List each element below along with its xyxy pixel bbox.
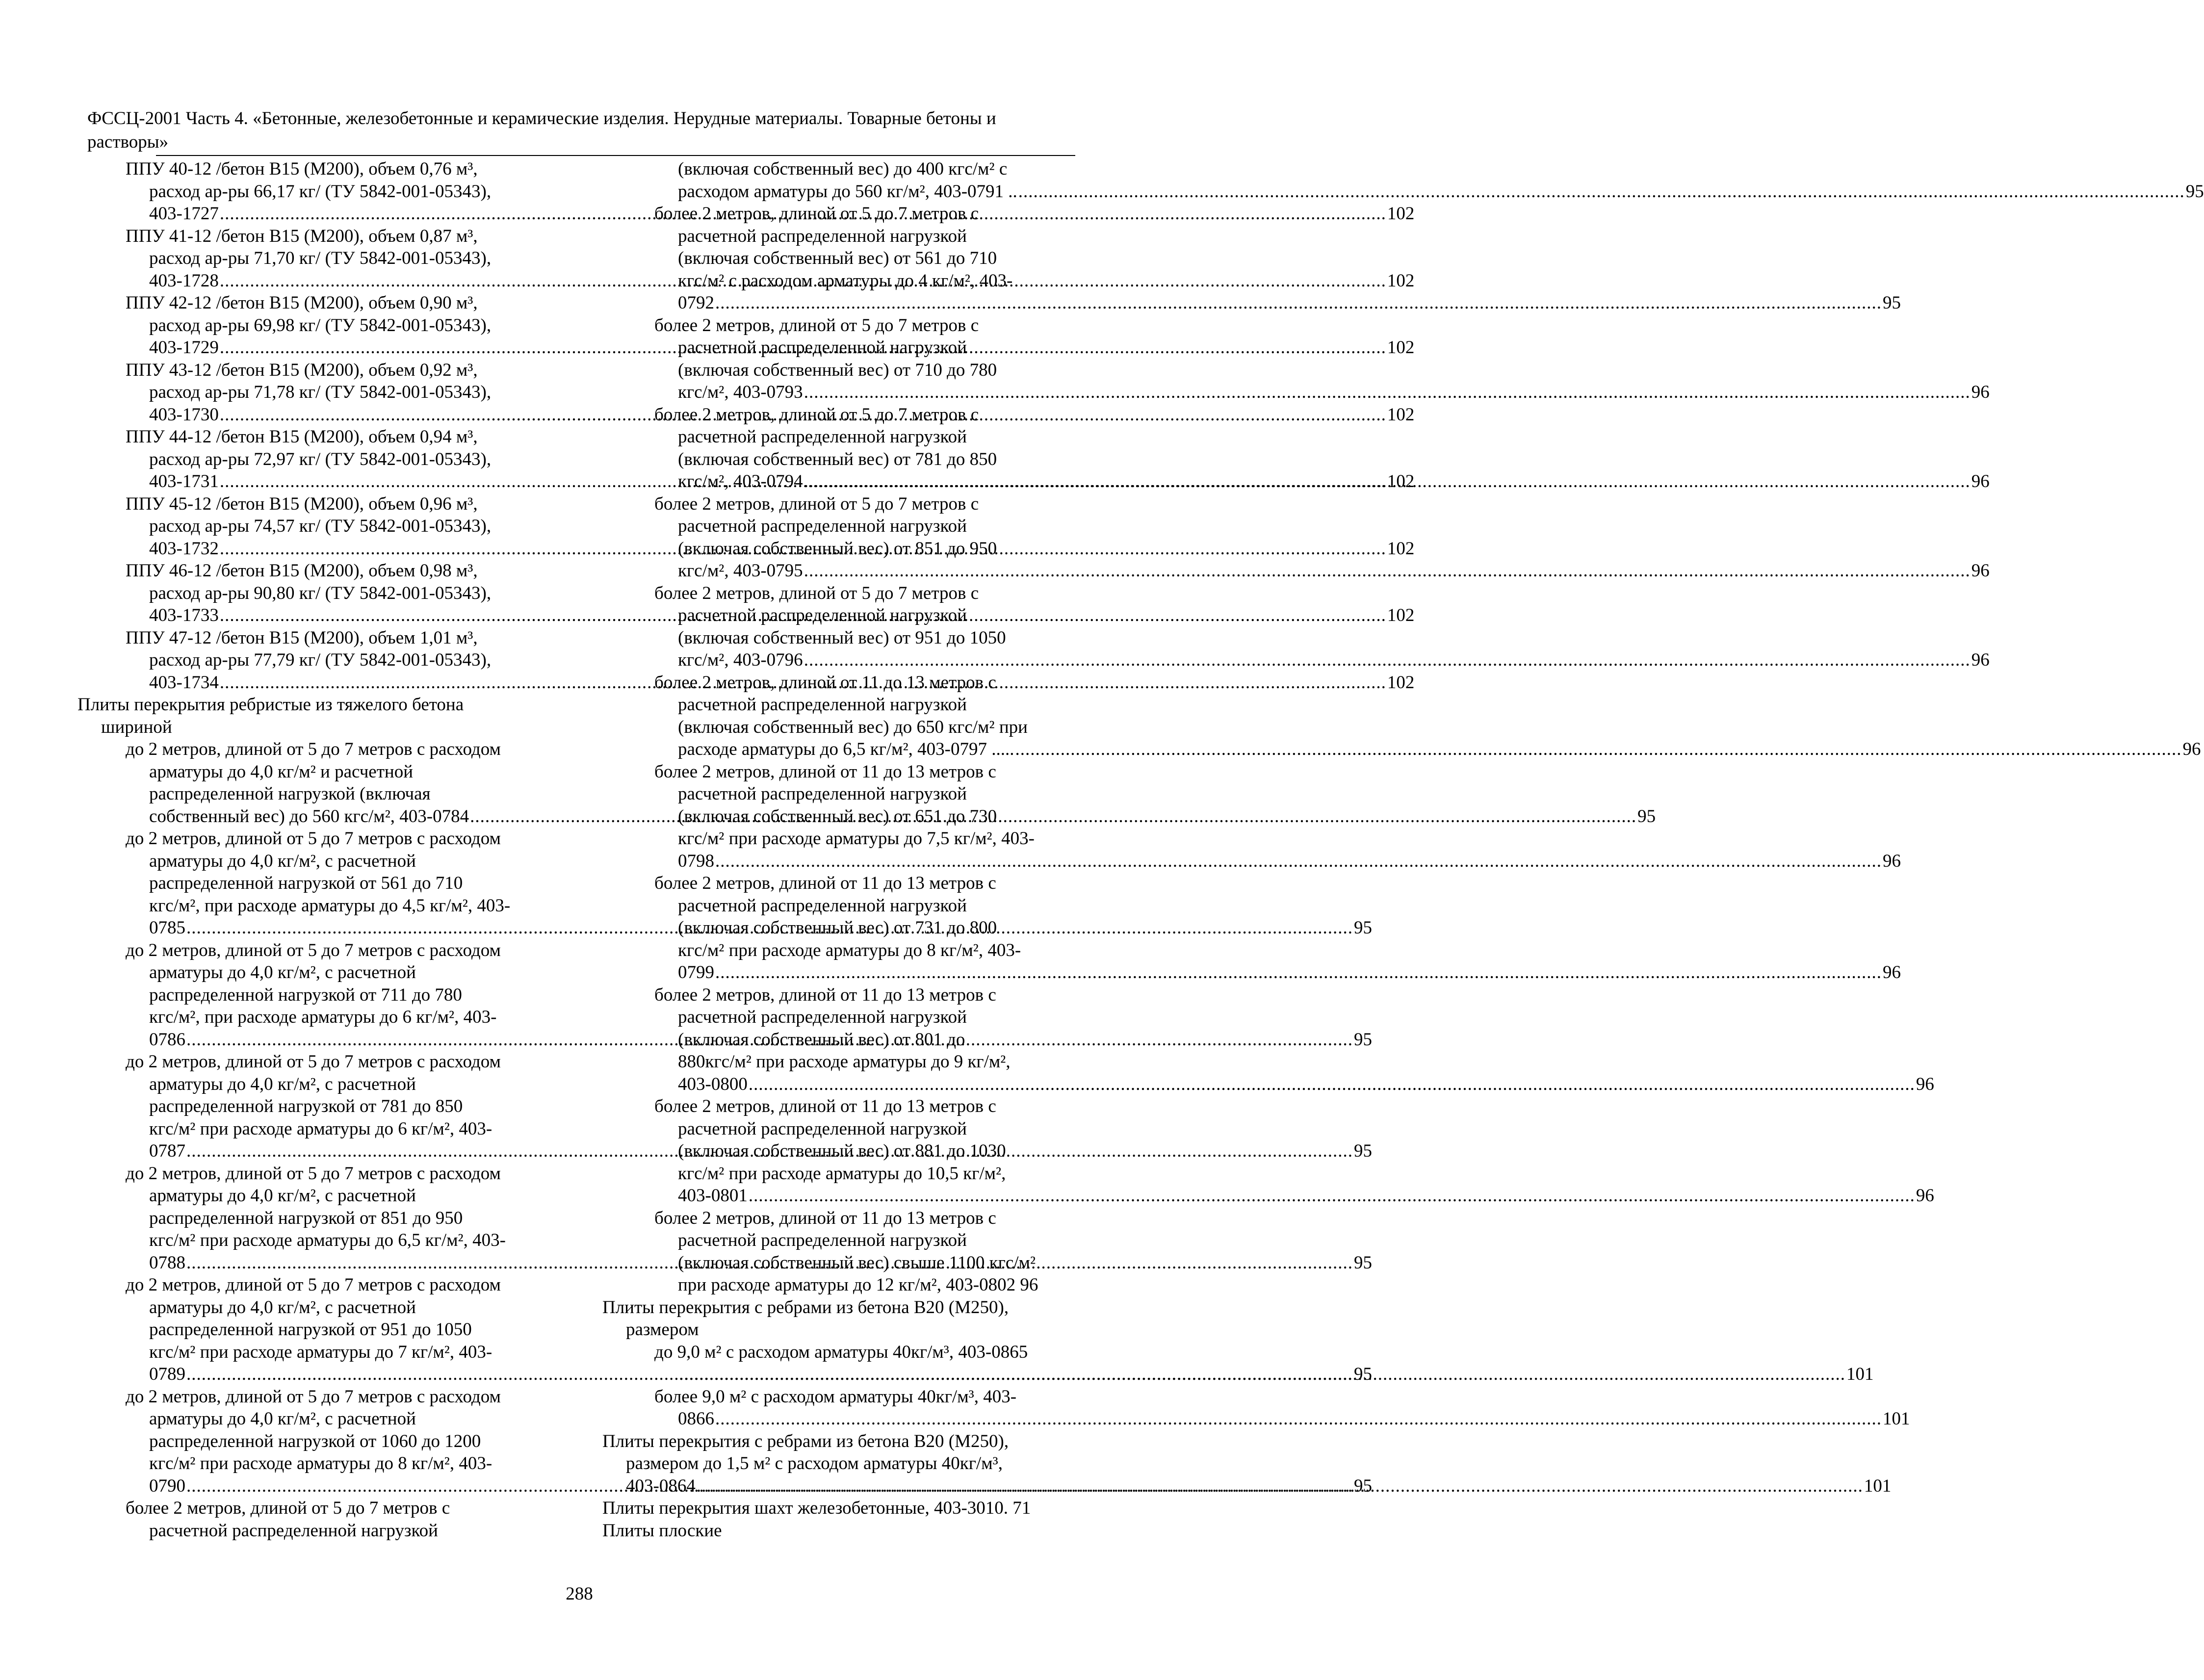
entry-line: кгс/м², при расходе арматуры до 4,5 кг/м², 403- (149, 895, 511, 916)
entry-line: расчетной распределенной нагрузкой (678, 427, 967, 447)
entry-line: арматуры до 4,0 кг/м², с расчетной (149, 1074, 416, 1094)
entry-last-line (654, 1073, 1934, 1096)
entry-line: распределенной нагрузкой от 781 до 850 (149, 1096, 463, 1116)
entry-code: 0790 (149, 1475, 185, 1496)
leader-dots (715, 293, 1882, 313)
entry-code: 403-1729 (149, 337, 219, 358)
entry-line: более 2 метров, длиной от 11 до 13 метров с (654, 761, 996, 782)
entry-line: расход ар-ры 74,57 кг/ (ТУ 5842-001-05343), (149, 516, 492, 536)
entry-line: более 2 метров, длиной от 11 до 13 метров с (654, 873, 996, 893)
entry-line: (включая собственный вес) от 801 до (678, 1029, 965, 1050)
entry-line: кгс/м² при расходе арматуры до 8 кг/м², 403- (149, 1453, 493, 1473)
header-line-2: растворы» (87, 132, 169, 152)
leader-dots (715, 1409, 1882, 1429)
entry-last-line (126, 1363, 1372, 1386)
entry-code: Плиты перекрытия шахт железобетонные, 403-3010. 71 (602, 1498, 1031, 1518)
index-entry (78, 694, 539, 738)
entry-line: расчетной распределенной нагрузкой (678, 895, 967, 916)
entry-code: 0798 (678, 851, 714, 871)
entry-last-line (654, 1274, 1071, 1296)
leader-dots (715, 962, 1882, 982)
entry-code: 403-1727 (149, 204, 219, 224)
entry-code: расходе арматуры до 6,5 кг/м², 403-0797 ..... (678, 739, 1014, 759)
entry-line: (включая собственный вес) от 881 до 1030 (678, 1141, 1006, 1161)
entry-line: (включая собственный вес) до 400 кгс/м² с (678, 159, 1008, 179)
entry-line: ППУ 43-12 /бетон В15 (М200), объем 0,92 м³, (126, 360, 478, 380)
entry-page-ref: 96 (1883, 962, 1901, 982)
entry-line: расчетной распределенной нагрузкой (678, 337, 967, 358)
entry-line: расход ар-ры 71,78 кг/ (ТУ 5842-001-05343), (149, 382, 492, 402)
entry-code: 0799 (678, 962, 714, 982)
entry-line: расход ар-ры 71,70 кг/ (ТУ 5842-001-05343), (149, 248, 492, 268)
entry-line: арматуры до 4,0 кг/м², с расчетной (149, 1409, 416, 1429)
entry-page-ref: 95 (1354, 1141, 1372, 1161)
entry-line: Плиты перекрытия с ребрами из бетона В20 (М250), (602, 1297, 1009, 1318)
leader-dots (679, 1364, 1845, 1384)
entry-line: (включая собственный вес) от 781 до 850 (678, 449, 997, 469)
entry-code: расходом арматуры до 560 кг/м², 403-0791 .. (678, 181, 1017, 202)
page-number: 288 (566, 1584, 593, 1604)
entry-page-ref: 102 (1387, 672, 1415, 693)
entry-line: 880кгс/м² при расходе арматуры до 9 кг/м², (678, 1052, 1011, 1072)
entry-line: кгс/м² при расходе арматуры до 6,5 кг/м², 403- (149, 1230, 506, 1250)
leader-dots (1018, 181, 2185, 202)
entry-line: до 2 метров, длиной от 5 до 7 метров с расходом (126, 828, 501, 849)
entry-line: распределенной нагрузкой от 1060 до 1200 (149, 1431, 481, 1451)
entry-line: ППУ 44-12 /бетон В15 (М200), объем 0,94 м³, (126, 427, 478, 447)
entry-line: (включая собственный вес) от 951 до 1050 (678, 627, 1006, 648)
entry-line: кгс/м² при расходе арматуры до 8 кг/м², 403- (678, 940, 1021, 960)
entry-line: арматуры до 4,0 кг/м², с расчетной (149, 962, 416, 982)
entry-line: расчетной распределенной нагрузкой (678, 1230, 967, 1250)
header-line-1: ФССЦ-2001 Часть 4. «Бетонные, железобетонные и керамические изделия. Нерудные материалы. Товарные бетоны и (87, 108, 996, 129)
entry-line: Плиты перекрытия с ребрами из бетона В20 (М250), (602, 1431, 1009, 1451)
entry-line: расчетной распределенной нагрузкой (678, 516, 967, 536)
entry-line: размером до 1,5 м² с расходом арматуры 40кг/м³, (626, 1453, 1003, 1473)
entry-line: более 2 метров, длиной от 5 до 7 метров с (126, 1498, 450, 1518)
index-entry (78, 1497, 539, 1542)
entry-line: (включая собственный вес) от 561 до 710 (678, 248, 997, 268)
entry-line: расчетной распределенной нагрузкой (678, 226, 967, 246)
entry-line: расчетной распределенной нагрузкой (678, 1118, 967, 1139)
entry-page-ref: 95 (1354, 1364, 1372, 1384)
entry-page-ref: 96 (1971, 471, 1990, 491)
index-entry (602, 1296, 1071, 1341)
entry-line: ППУ 42-12 /бетон В15 (М200), объем 0,90 м³, (126, 293, 478, 313)
entry-page-ref: 96 (1971, 561, 1990, 581)
entry-line: ППУ 41-12 /бетон В15 (М200), объем 0,87 м³, (126, 226, 478, 246)
entry-line: расход ар-ры 72,97 кг/ (ТУ 5842-001-05343), (149, 449, 492, 469)
entry-line: Плиты перекрытия ребристые из тяжелого бетона (78, 695, 464, 715)
entry-line: распределенной нагрузкой от 951 до 1050 (149, 1319, 472, 1340)
entry-line: распределенной нагрузкой от 561 до 710 (149, 873, 463, 893)
entry-line: более 9,0 м² с расходом арматуры 40кг/м³, 403- (654, 1386, 1017, 1407)
entry-line: расход ар-ры 66,17 кг/ (ТУ 5842-001-05343), (149, 181, 492, 202)
entry-last-line (654, 738, 2201, 761)
leader-dots (804, 471, 1971, 491)
entry-page-ref: 101 (1883, 1409, 1910, 1429)
entry-page-ref: 96 (1916, 1186, 1934, 1206)
running-header (87, 107, 1073, 154)
entry-line: распределенной нагрузкой от 711 до 780 (149, 984, 462, 1005)
leader-dots (749, 1074, 1915, 1094)
entry-line: ППУ 45-12 /бетон В15 (М200), объем 0,96 м³, (126, 493, 478, 514)
entry-line: размером (626, 1319, 699, 1340)
entry-line: (включая собственный вес) от 731 до 800 (678, 918, 997, 938)
entry-last-line (654, 649, 1990, 672)
leader-dots (804, 382, 1971, 402)
entry-line: до 2 метров, длиной от 5 до 7 метров с расходом (126, 940, 501, 960)
entry-code: 403-1731 (149, 471, 219, 491)
index-entry (602, 1497, 1071, 1520)
entry-page-ref: 102 (1387, 404, 1415, 425)
entry-code: кгс/м², 403-0795 (678, 561, 803, 581)
leader-dots (749, 1186, 1915, 1206)
entry-page-ref: 102 (1387, 337, 1415, 358)
entry-line: арматуры до 4,0 кг/м², с расчетной (149, 851, 416, 871)
entry-code: кгс/м², 403-0793 (678, 382, 803, 402)
entry-line: ППУ 47-12 /бетон В15 (М200), объем 1,01 м³, (126, 627, 478, 648)
entry-line: (включая собственный вес) от 651 до 730 (678, 806, 997, 827)
entry-page-ref: 102 (1387, 538, 1415, 559)
entry-page-ref: 102 (1387, 471, 1415, 491)
entry-code: 0787 (149, 1141, 185, 1161)
entry-page-ref: 96 (1916, 1074, 1934, 1094)
leader-dots (804, 650, 1971, 670)
entry-line: кгс/м² с расходом арматуры до 4 кг/м², 403- (678, 270, 1013, 291)
entry-last-line (654, 381, 1990, 404)
entry-line: кгс/м² при расходе арматуры до 7,5 кг/м², 403- (678, 828, 1035, 849)
index-entry (602, 1520, 1071, 1542)
entry-page-ref: 102 (1387, 204, 1415, 224)
leader-dots (1015, 739, 2182, 759)
entry-code: 403-1733 (149, 605, 219, 625)
entry-line: расчетной распределенной нагрузкой (149, 1520, 438, 1541)
entry-page-ref: 95 (1354, 1475, 1372, 1496)
entry-page-ref: 101 (1864, 1475, 1892, 1496)
entry-line: расчетной распределенной нагрузкой (678, 784, 967, 804)
entry-page-ref: 96 (1971, 650, 1990, 670)
entry-line: расчетной распределенной нагрузкой (678, 605, 967, 625)
entry-last-line (654, 292, 1901, 314)
entry-line: (включая собственный вес) до 650 кгс/м² при (678, 717, 1028, 737)
index-entry (602, 1207, 1071, 1296)
entry-line: до 9,0 м² с расходом арматуры 40кг/м³, 403-0865 (654, 1342, 1028, 1362)
entry-line: арматуры до 4,0 кг/м² и расчетной (149, 761, 413, 782)
entry-code: 403-0800 (678, 1074, 748, 1094)
leader-dots (697, 1476, 1863, 1496)
entry-line: до 2 метров, длиной от 5 до 7 метров с расходом (126, 1052, 501, 1072)
entry-page-ref: 102 (1387, 270, 1415, 291)
entry-code: 403-0864 (626, 1475, 696, 1496)
entry-page-ref: 95 (1354, 918, 1372, 938)
entry-line: более 2 метров, длиной от 11 до 13 метров с (654, 1096, 996, 1116)
entry-line: более 2 метров, длиной от 11 до 13 метров с (654, 1208, 996, 1228)
entry-page-ref: 95 (1883, 293, 1901, 313)
entry-line: расход ар-ры 69,98 кг/ (ТУ 5842-001-05343), (149, 315, 492, 336)
entry-code: 403-1734 (149, 672, 219, 693)
entry-last-line (602, 1497, 1071, 1520)
entry-line: расход ар-ры 90,80 кг/ (ТУ 5842-001-05343), (149, 583, 492, 603)
entry-line: более 2 метров, длиной от 5 до 7 метров с (654, 493, 979, 514)
entry-line: арматуры до 4,0 кг/м², с расчетной (149, 1186, 416, 1206)
entry-line: до 2 метров, длиной от 5 до 7 метров с расходом (126, 1163, 501, 1184)
entry-last-line (654, 961, 1901, 984)
entry-code: собственный вес) до 560 кгс/м², 403-0784 (149, 806, 469, 827)
index-entry (602, 1386, 1910, 1430)
entry-page-ref: 95 (2185, 181, 2204, 202)
entry-line: более 2 метров, длиной от 11 до 13 метров с (654, 984, 996, 1005)
entry-last-line (654, 560, 1990, 582)
entry-line: ППУ 40-12 /бетон В15 (М200), объем 0,76 м³, (126, 159, 478, 179)
entry-line: распределенной нагрузкой от 851 до 950 (149, 1208, 463, 1228)
entry-line: (включая собственный вес) от 851 до 950 (678, 538, 997, 559)
entry-line: до 2 метров, длиной от 5 до 7 метров с расходом (126, 739, 501, 759)
entry-line: кгс/м² при расходе арматуры до 7 кг/м², 403- (149, 1342, 493, 1362)
entry-code: 0866 (678, 1409, 714, 1429)
entry-last-line (654, 1408, 1910, 1430)
entry-line: Плиты плоские (602, 1520, 722, 1541)
entry-last-line (654, 1185, 1934, 1207)
entry-line: (включая собственный вес) от 710 до 780 (678, 360, 997, 380)
entry-line: кгс/м² при расходе арматуры до 10,5 кг/м², (678, 1163, 1006, 1184)
entry-page-ref: 95 (1637, 806, 1656, 827)
entry-code: кгс/м², 403-0796 (678, 650, 803, 670)
entry-page-ref: 96 (2182, 739, 2201, 759)
entry-last-line (678, 181, 2204, 203)
entry-line: до 2 метров, длиной от 5 до 7 метров с расходом (126, 1386, 501, 1407)
header-rule (156, 155, 1075, 156)
entry-code: 403-1732 (149, 538, 219, 559)
entry-last-line (654, 850, 1901, 873)
entry-line: расход ар-ры 77,79 кг/ (ТУ 5842-001-05343), (149, 650, 492, 670)
entry-code: 403-1728 (149, 270, 219, 291)
entry-code: 403-1730 (149, 404, 219, 425)
entry-line: более 2 метров, длиной от 5 до 7 метров с (654, 204, 979, 224)
entry-page-ref: 96 (1883, 851, 1901, 871)
entry-code: 0785 (149, 918, 185, 938)
entry-line: до 2 метров, длиной от 5 до 7 метров с расходом (126, 1275, 501, 1295)
leader-dots (804, 561, 1971, 581)
entry-line: (включая собственный вес) свыше 1100 кгс/м² (678, 1252, 1036, 1273)
entry-code: 0792 (678, 293, 714, 313)
entry-code: 0786 (149, 1029, 185, 1050)
entry-line: кгс/м², при расходе арматуры до 6 кг/м², 403- (149, 1007, 497, 1027)
entry-line: арматуры до 4,0 кг/м², с расчетной (149, 1297, 416, 1318)
entry-line: ППУ 46-12 /бетон В15 (М200), объем 0,98 м³, (126, 561, 478, 581)
entry-line: более 2 метров, длиной от 5 до 7 метров с (654, 315, 979, 336)
entry-line: более 2 метров, длиной от 5 до 7 метров с (654, 404, 979, 425)
index-entry (602, 158, 2204, 203)
entry-page-ref: 102 (1387, 605, 1415, 625)
entry-code: 0788 (149, 1252, 185, 1273)
entry-line: шириной (101, 717, 172, 737)
entry-line: расчетной распределенной нагрузкой (678, 695, 967, 715)
entry-code: кгс/м², 403-0794 (678, 471, 803, 491)
entry-page-ref: 101 (1846, 1364, 1874, 1384)
leader-dots (715, 851, 1882, 871)
entry-code: при расходе арматуры до 12 кг/м², 403-0802 96 (678, 1275, 1038, 1295)
entry-page-ref: 95 (1354, 1252, 1372, 1273)
entry-line: более 2 метров, длиной от 11 до 13 метров с (654, 672, 996, 693)
entry-code: 403-0801 (678, 1186, 748, 1206)
entry-line: более 2 метров, длиной от 5 до 7 метров с (654, 583, 979, 603)
entry-line: расчетной распределенной нагрузкой (678, 1007, 967, 1027)
entry-page-ref: 95 (1354, 1029, 1372, 1050)
entry-line: кгс/м² при расходе арматуры до 6 кг/м², 403- (149, 1118, 493, 1139)
entry-line: распределенной нагрузкой (включая (149, 784, 431, 804)
entry-code: 0789 (149, 1364, 185, 1384)
entry-page-ref: 96 (1971, 382, 1990, 402)
